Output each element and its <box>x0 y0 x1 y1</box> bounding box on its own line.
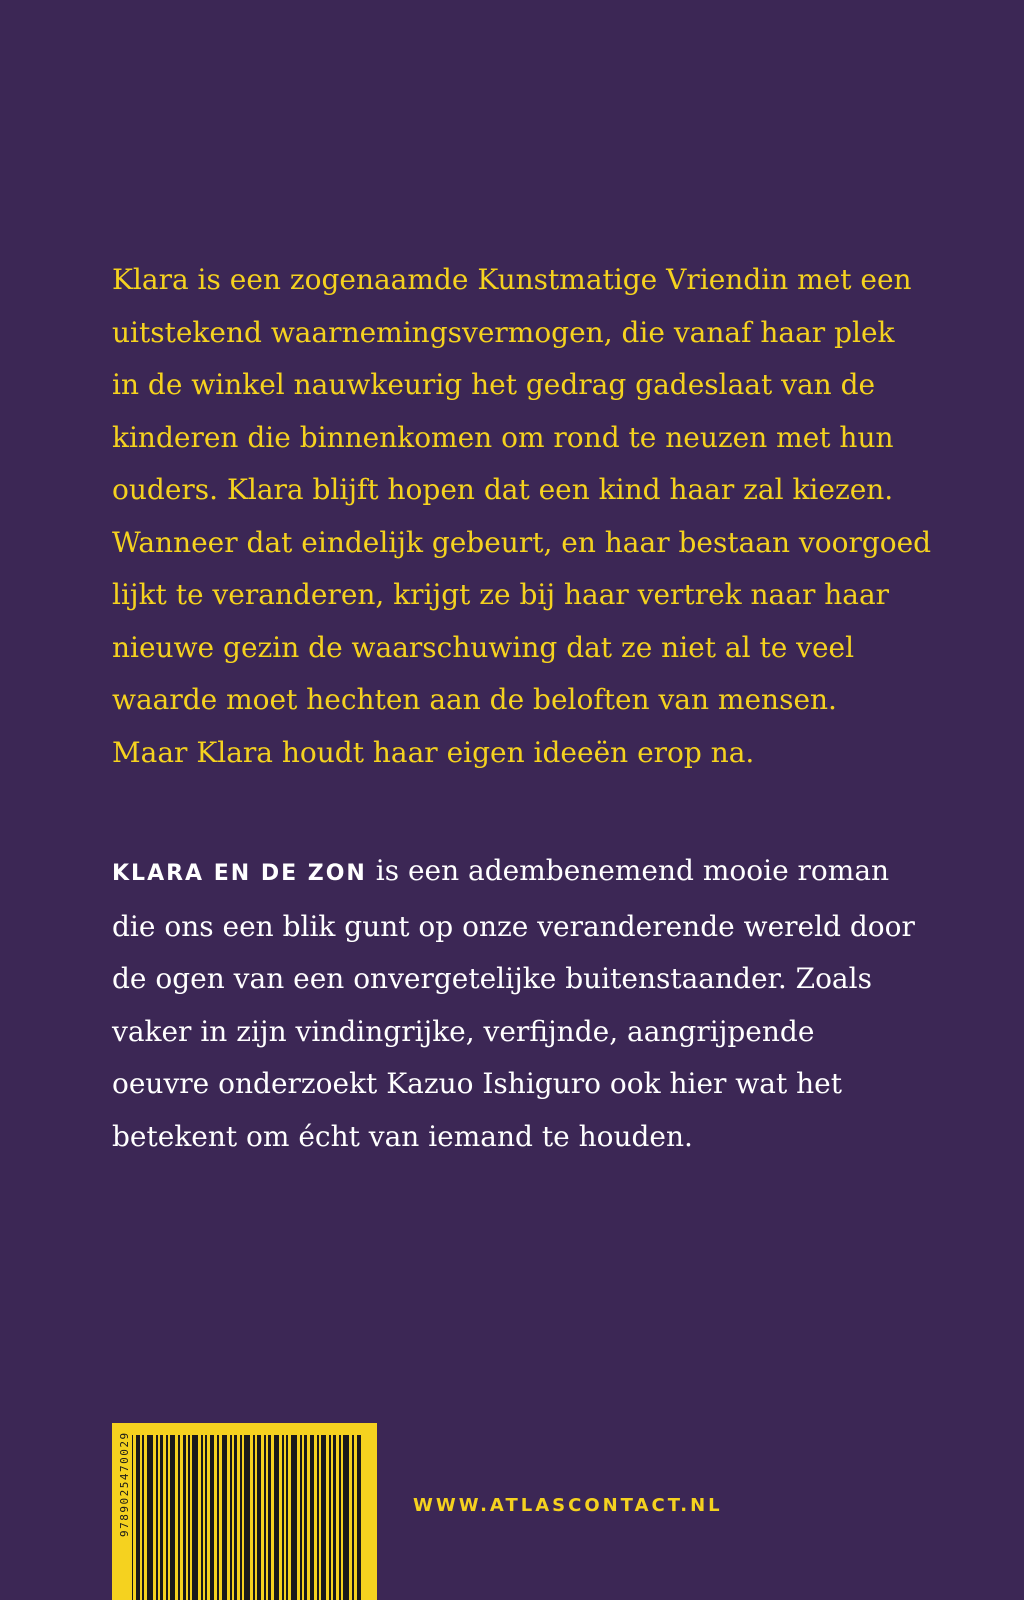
book-title: KLARA EN DE ZON <box>112 861 367 886</box>
description-line: betekent om écht van iemand te houden. <box>112 1119 693 1153</box>
blurb-line: ouders. Klara blijft hopen dat een kind haar zal kiezen. <box>112 473 894 506</box>
barcode-bars <box>126 1435 363 1600</box>
blurb-line: uitstekend waarnemingsvermogen, die vanaf haar plek <box>112 315 895 349</box>
description-line: die ons een blik gunt op onze veranderende wereld door <box>112 909 915 943</box>
blurb-line: lijkt te veranderen, krijgt ze bij haar vertrek naar haar <box>112 578 890 611</box>
blurb-line: Maar Klara houdt haar eigen ideeën erop na. <box>112 735 755 769</box>
description-line: oeuvre onderzoekt Kazuo Ishiguro ook hier wat het <box>112 1067 842 1100</box>
barcode <box>112 1423 377 1600</box>
blurb-line: waarde moet hechten aan de beloften van mensen. <box>112 683 837 716</box>
blurb-paragraph <box>112 254 932 779</box>
publisher-website[interactable]: WWW.ATLASCONTACT.NL <box>413 1495 723 1516</box>
isbn-number: 9789025470029 <box>118 1429 132 1600</box>
description-paragraph <box>112 845 915 1163</box>
blurb-line: kinderen die binnenkomen om rond te neuzen met hun <box>112 420 894 454</box>
description-line: vaker in zijn vindingrijke, verfijnde, aangrijpende <box>112 1014 815 1048</box>
description-line: de ogen van een onvergetelijke buitenstaander. Zoals <box>112 962 872 995</box>
description-line <box>112 845 912 901</box>
blurb-line: Klara is een zogenaamde Kunstmatige Vriendin met een <box>112 263 912 296</box>
description-line-rest: is een adembenemend mooie roman <box>366 854 890 887</box>
blurb-line: in de winkel nauwkeurig het gedrag gadeslaat van de <box>112 368 876 401</box>
blurb-line: Wanneer dat eindelijk gebeurt, en haar bestaan voorgoed <box>112 525 932 559</box>
blurb-line: nieuwe gezin de waarschuwing dat ze niet al te veel <box>112 630 855 664</box>
